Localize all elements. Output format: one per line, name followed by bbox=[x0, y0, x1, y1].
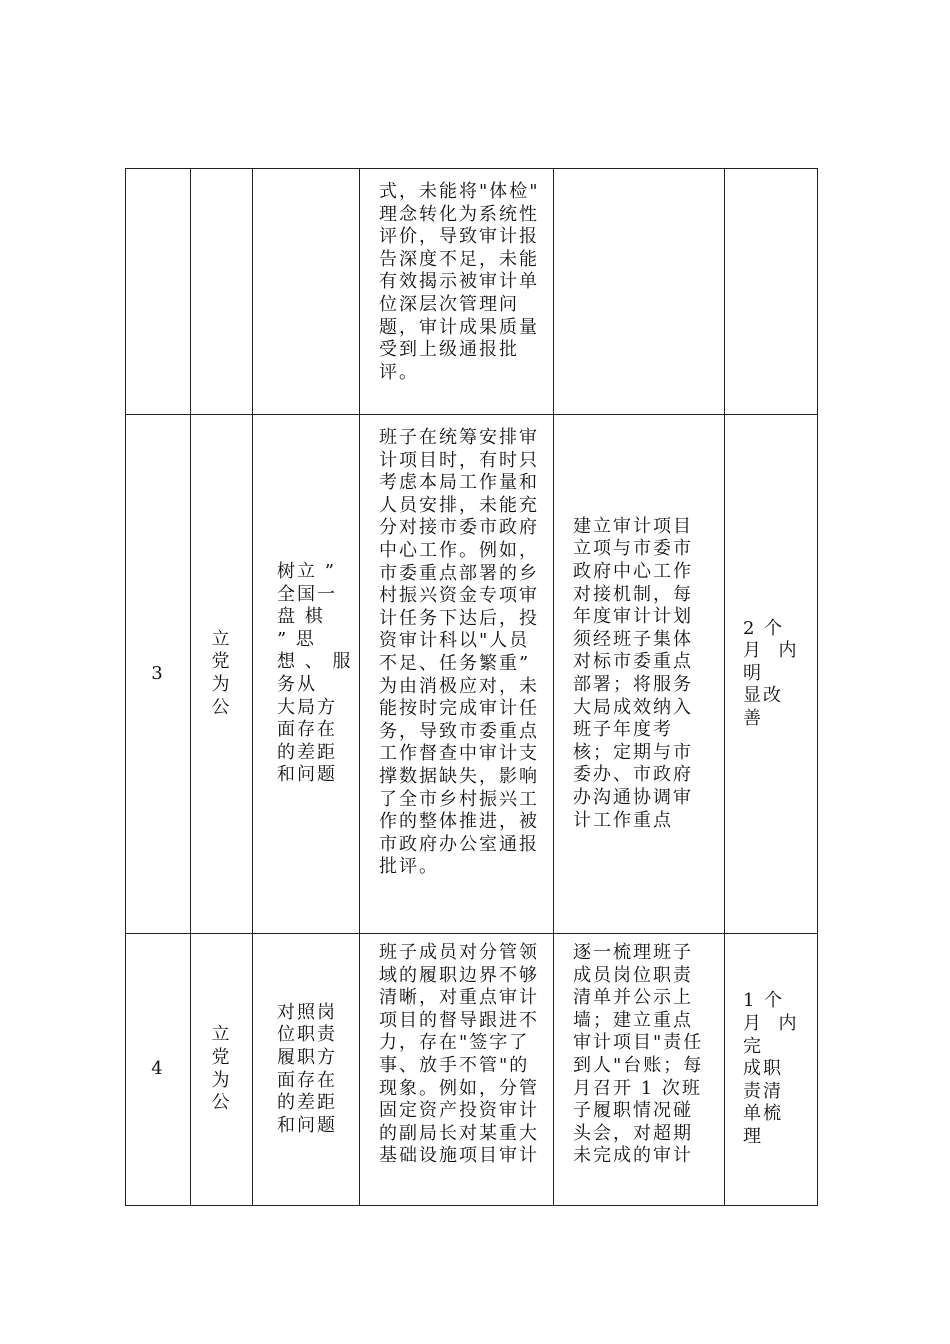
row-number bbox=[126, 169, 191, 415]
aspect-cell bbox=[253, 169, 360, 415]
category-cell: 立 党 为 公 bbox=[191, 415, 253, 934]
measures-cell: 逐一梳理班子 成员岗位职责 清单并公示上 墙；建立重点 审计项目"责任 到人"台账；每 月召开 1 次班 子履职情况碰 头会，对超期 未完成的审计 bbox=[554, 934, 725, 1206]
row-number: 4 bbox=[126, 934, 191, 1206]
rectification-table bbox=[125, 168, 818, 1206]
aspect-cell: 树立 ” 全国一 盘 棋 ” 思 想 、 服 务从 大局方 面存在 的差距 和问题 bbox=[253, 415, 360, 934]
row-number: 3 bbox=[126, 415, 191, 934]
measures-cell bbox=[554, 169, 725, 415]
timeline-cell: 1 个 月 内 完 成职 责清 单梳 理 bbox=[725, 934, 818, 1206]
table-row bbox=[126, 169, 818, 415]
category-cell bbox=[191, 169, 253, 415]
problem-cell: 班子在统筹安排审 计项目时，有时只 考虑本局工作量和 人员安排，未能充 分对接市委市政府 中心工作。例如， 市委重点部署的乡 村振兴资金专项审 计任务下达后，投 资审计科以"人员 不足、任务繁重” 为由消极应对，未 能按时完成审计任 务，导致市委重点 工作督查中审计支 撑数据缺失，影响 了全市乡村振兴工 作的整体推进，被 市政府办公室通报 批评。 bbox=[360, 415, 554, 934]
problem-cell: 班子成员对分管领 域的履职边界不够 清晰，对重点审计 项目的督导跟进不 力，存在"签字了 事、放手不管"的 现象。例如，分管 固定资产投资审计 的副局长对某重大 基础设施项目审计 bbox=[360, 934, 554, 1206]
timeline-cell: 2 个 月 内 明 显改 善 bbox=[725, 415, 818, 934]
timeline-cell bbox=[725, 169, 818, 415]
measures-cell: 建立审计项目 立项与市委市 政府中心工作 对接机制，每 年度审计计划 须经班子集体 对标市委重点 部署；将服务 大局成效纳入 班子年度考 核；定期与市 委办、市政府 办沟通协调审 计工作重点 bbox=[554, 415, 725, 934]
aspect-cell: 对照岗 位职责 履职方 面存在 的差距 和问题 bbox=[253, 934, 360, 1206]
category-cell: 立 党 为 公 bbox=[191, 934, 253, 1206]
problem-cell: 式，未能将"体检" 理念转化为系统性 评价，导致审计报 告深度不足，未能 有效揭示被审计单 位深层次管理问 题，审计成果质量 受到上级通报批 评。 bbox=[360, 169, 554, 415]
table-row bbox=[126, 415, 818, 934]
table-row bbox=[126, 934, 818, 1206]
